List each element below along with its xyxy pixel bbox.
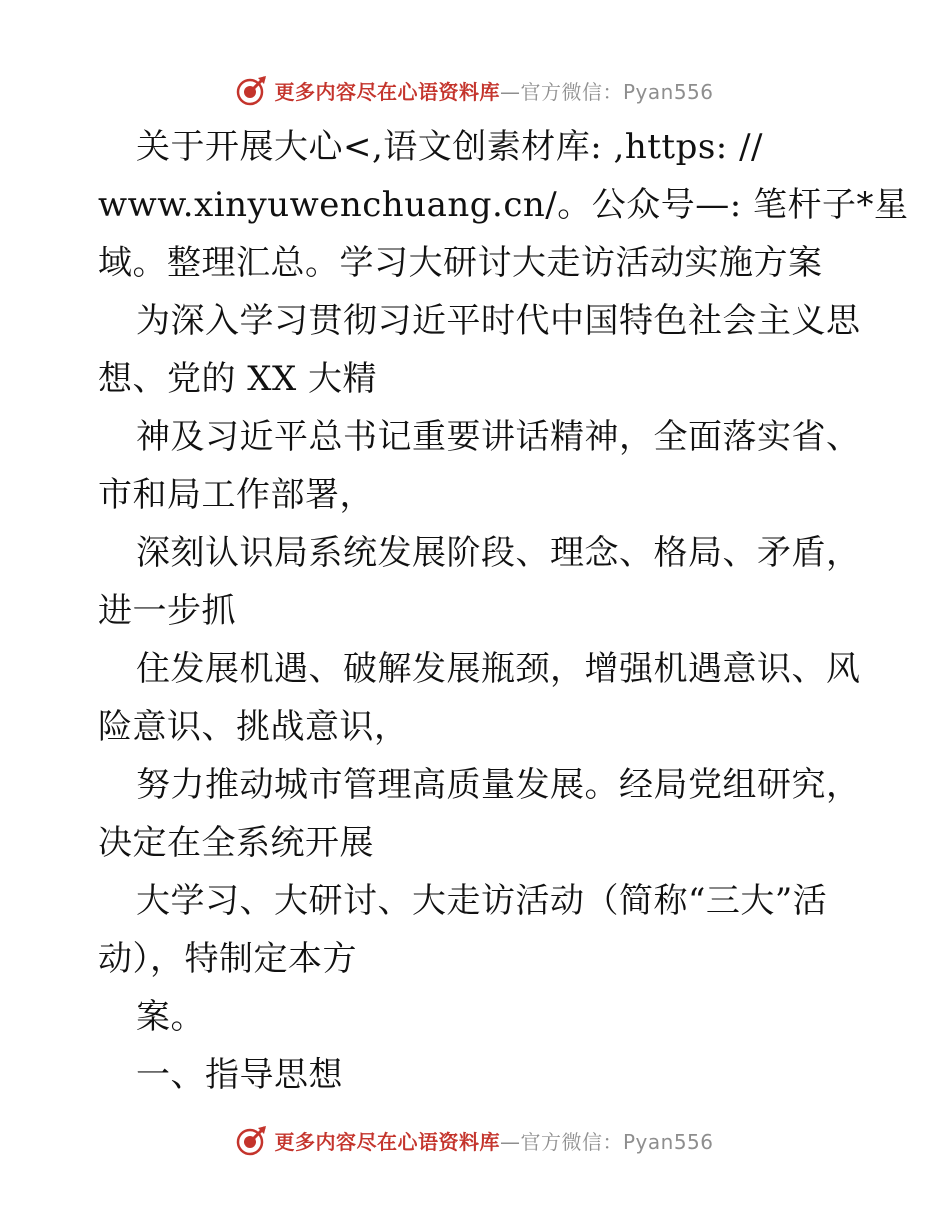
body-line: 为深入学习贯彻习近平时代中国特色社会主义思	[136, 301, 861, 341]
body-line: 大学习、大研讨、大走访活动（简称“三大”活	[136, 881, 828, 921]
section-heading: 一、指导思想	[136, 1055, 343, 1095]
body-line: 市和局工作部署，	[98, 475, 374, 515]
banner-promo: 更多内容尽在心语资料库	[274, 79, 500, 104]
banner-separator: —	[499, 79, 521, 104]
banner-wechat-label: 官方微信：	[520, 79, 623, 104]
header-banner	[0, 70, 950, 110]
body-line: www.xinyuwenchuang.cn/。公众号—: 笔杆子*星	[98, 185, 909, 225]
body-line: 关于开展大心<,语文创素材库: ,https: //	[136, 127, 763, 167]
banner-text	[274, 76, 713, 105]
banner-promo: 更多内容尽在心语资料库	[274, 1129, 500, 1154]
body-line: 住发展机遇、破解发展瓶颈，增强机遇意识、风	[136, 649, 861, 689]
body-line: 想、党的 XX 大精	[98, 359, 378, 399]
body-line: 动），特制定本方	[98, 939, 357, 979]
document-body	[98, 118, 909, 1104]
banner-wechat-label: 官方微信：	[520, 1129, 623, 1154]
banner-text	[274, 1126, 713, 1155]
body-line: 决定在全系统开展	[98, 823, 374, 863]
body-line: 案。	[136, 997, 205, 1037]
body-line: 深刻认识局系统发展阶段、理念、格局、矛盾，	[136, 533, 861, 573]
body-line: 神及习近平总书记重要讲话精神，全面落实省、	[136, 417, 861, 457]
banner-separator: —	[499, 1129, 521, 1154]
banner-wechat-id: Pyan556	[622, 79, 714, 104]
footer-banner	[0, 1120, 950, 1160]
body-line: 进一步抓	[98, 591, 236, 631]
banner-wechat-id: Pyan556	[622, 1129, 714, 1154]
quill-pen-logo-icon	[236, 74, 268, 106]
body-line: 域。整理汇总。学习大研讨大走访活动实施方案	[98, 243, 823, 283]
quill-pen-logo-icon	[236, 1124, 268, 1156]
body-line: 险意识、挑战意识，	[98, 707, 409, 747]
body-line: 努力推动城市管理高质量发展。经局党组研究，	[136, 765, 861, 805]
